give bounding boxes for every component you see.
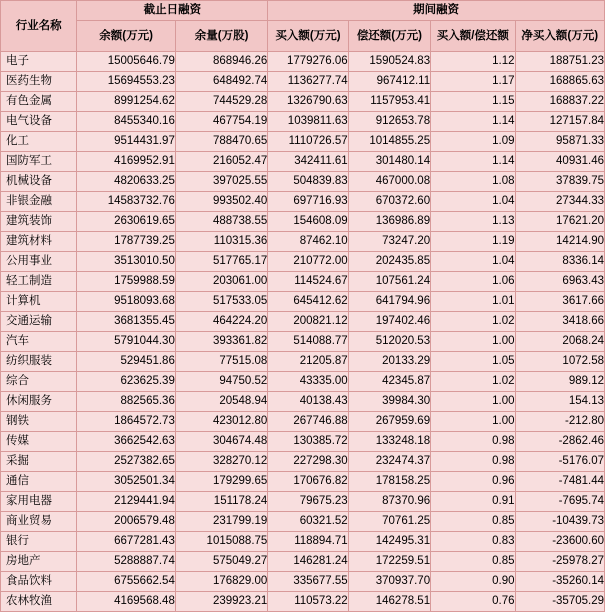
table-cell: 1.12 xyxy=(431,52,515,72)
table-cell: -25978.27 xyxy=(515,552,604,572)
table-cell: 0.96 xyxy=(431,472,515,492)
table-row xyxy=(1,392,605,412)
table-cell: 4169952.91 xyxy=(77,152,175,172)
table-cell: 342411.61 xyxy=(268,152,348,172)
industry-name-cell: 化工 xyxy=(1,132,77,152)
table-cell: 8336.14 xyxy=(515,252,604,272)
table-cell: 142495.31 xyxy=(348,532,430,552)
table-cell: 267746.88 xyxy=(268,412,348,432)
column-header-net-buy: 净买入额(万元) xyxy=(515,21,604,52)
table-cell: 60321.52 xyxy=(268,512,348,532)
table-cell: 1.04 xyxy=(431,252,515,272)
table-cell: 39984.30 xyxy=(348,392,430,412)
table-cell: 130385.72 xyxy=(268,432,348,452)
table-cell: 512020.53 xyxy=(348,332,430,352)
table-cell: -7481.44 xyxy=(515,472,604,492)
table-cell: 2006579.48 xyxy=(77,512,175,532)
industry-name-cell: 轻工制造 xyxy=(1,272,77,292)
table-cell: 172259.51 xyxy=(348,552,430,572)
table-cell: 1014855.25 xyxy=(348,132,430,152)
industry-name-cell: 有色金属 xyxy=(1,92,77,112)
table-cell: 14214.90 xyxy=(515,232,604,252)
table-row xyxy=(1,232,605,252)
table-cell: 0.98 xyxy=(431,452,515,472)
table-row xyxy=(1,92,605,112)
table-cell: 94750.52 xyxy=(175,372,267,392)
table-cell: 3617.66 xyxy=(515,292,604,312)
table-cell: 73247.20 xyxy=(348,232,430,252)
table-cell: 1779276.06 xyxy=(268,52,348,72)
column-header-buy-repay-ratio: 买入额/偿还额 xyxy=(431,21,515,52)
table-cell: 107561.24 xyxy=(348,272,430,292)
industry-name-cell: 建筑装饰 xyxy=(1,212,77,232)
table-cell: 6755662.54 xyxy=(77,572,175,592)
industry-name-cell: 电气设备 xyxy=(1,112,77,132)
table-cell: 2630619.65 xyxy=(77,212,175,232)
table-cell: 9514431.97 xyxy=(77,132,175,152)
table-cell: -35705.29 xyxy=(515,592,604,612)
table-cell: 114524.67 xyxy=(268,272,348,292)
table-cell: 3662542.63 xyxy=(77,432,175,452)
industry-name-cell: 商业贸易 xyxy=(1,512,77,532)
table-row xyxy=(1,212,605,232)
table-cell: 197402.46 xyxy=(348,312,430,332)
table-cell: 1.14 xyxy=(431,112,515,132)
table-cell: 2129441.94 xyxy=(77,492,175,512)
table-cell: 464224.20 xyxy=(175,312,267,332)
table-row xyxy=(1,192,605,212)
group-header-closing-financing: 截止日融资 xyxy=(77,1,268,21)
table-cell: -212.80 xyxy=(515,412,604,432)
table-cell: 0.91 xyxy=(431,492,515,512)
table-cell: 3052501.34 xyxy=(77,472,175,492)
table-row xyxy=(1,292,605,312)
table-row xyxy=(1,72,605,92)
table-cell: 1.01 xyxy=(431,292,515,312)
column-header-buy-amount: 买入额(万元) xyxy=(268,21,348,52)
table-cell: 393361.82 xyxy=(175,332,267,352)
table-cell: 87370.96 xyxy=(348,492,430,512)
table-cell: 188751.23 xyxy=(515,52,604,72)
table-cell: 788470.65 xyxy=(175,132,267,152)
table-cell: 641794.96 xyxy=(348,292,430,312)
table-cell: 136986.89 xyxy=(348,212,430,232)
table-cell: 0.85 xyxy=(431,552,515,572)
table-cell: 467000.08 xyxy=(348,172,430,192)
table-cell: 110573.22 xyxy=(268,592,348,612)
table-cell: 1.13 xyxy=(431,212,515,232)
table-cell: 1787739.25 xyxy=(77,232,175,252)
table-cell: 5791044.30 xyxy=(77,332,175,352)
table-cell: 648492.74 xyxy=(175,72,267,92)
group-header-row xyxy=(1,1,605,21)
table-cell: 168837.22 xyxy=(515,92,604,112)
table-row xyxy=(1,132,605,152)
table-cell: 40931.46 xyxy=(515,152,604,172)
table-cell: 267959.69 xyxy=(348,412,430,432)
table-cell: 1.02 xyxy=(431,312,515,332)
table-cell: 488738.55 xyxy=(175,212,267,232)
table-cell: 1.19 xyxy=(431,232,515,252)
table-cell: 575049.27 xyxy=(175,552,267,572)
table-cell: 17621.20 xyxy=(515,212,604,232)
table-cell: 20548.94 xyxy=(175,392,267,412)
table-cell: 1039811.63 xyxy=(268,112,348,132)
table-cell: 882565.36 xyxy=(77,392,175,412)
table-row xyxy=(1,172,605,192)
table-header xyxy=(1,1,605,52)
table-cell: 133248.18 xyxy=(348,432,430,452)
table-cell: 1015088.75 xyxy=(175,532,267,552)
table-cell: 1.15 xyxy=(431,92,515,112)
table-cell: 1.06 xyxy=(431,272,515,292)
table-row xyxy=(1,552,605,572)
table-cell: 146281.24 xyxy=(268,552,348,572)
table-cell: 216052.47 xyxy=(175,152,267,172)
table-cell: 967412.11 xyxy=(348,72,430,92)
industry-name-cell: 综合 xyxy=(1,372,77,392)
industry-name-cell: 机械设备 xyxy=(1,172,77,192)
table-row xyxy=(1,372,605,392)
industry-name-cell: 医药生物 xyxy=(1,72,77,92)
table-cell: 1136277.74 xyxy=(268,72,348,92)
table-row xyxy=(1,52,605,72)
industry-name-cell: 非银金融 xyxy=(1,192,77,212)
group-header-period-financing: 期间融资 xyxy=(268,1,605,21)
table-cell: 1.17 xyxy=(431,72,515,92)
table-cell: 0.90 xyxy=(431,572,515,592)
column-header-repay-amount: 偿还额(万元) xyxy=(348,21,430,52)
industry-name-cell: 纺织服装 xyxy=(1,352,77,372)
table-cell: 118894.71 xyxy=(268,532,348,552)
table-cell: 110315.36 xyxy=(175,232,267,252)
table-cell: 1110726.57 xyxy=(268,132,348,152)
industry-name-cell: 交通运输 xyxy=(1,312,77,332)
table-cell: 77515.08 xyxy=(175,352,267,372)
table-cell: 79675.23 xyxy=(268,492,348,512)
table-cell: 154.13 xyxy=(515,392,604,412)
industry-name-cell: 农林牧渔 xyxy=(1,592,77,612)
industry-name-cell: 电子 xyxy=(1,52,77,72)
table-cell: 127157.84 xyxy=(515,112,604,132)
industry-name-cell: 传媒 xyxy=(1,432,77,452)
table-row xyxy=(1,512,605,532)
table-cell: 179299.65 xyxy=(175,472,267,492)
table-cell: 1072.58 xyxy=(515,352,604,372)
table-cell: 1.00 xyxy=(431,332,515,352)
table-cell: 514088.77 xyxy=(268,332,348,352)
table-cell: 1864572.73 xyxy=(77,412,175,432)
table-cell: 0.98 xyxy=(431,432,515,452)
table-cell: 4169568.48 xyxy=(77,592,175,612)
table-row xyxy=(1,492,605,512)
industry-name-cell: 建筑材料 xyxy=(1,232,77,252)
table-cell: 423012.80 xyxy=(175,412,267,432)
table-row xyxy=(1,452,605,472)
industry-name-cell: 银行 xyxy=(1,532,77,552)
table-row xyxy=(1,572,605,592)
table-row xyxy=(1,332,605,352)
industry-name-cell: 采掘 xyxy=(1,452,77,472)
table-cell: 21205.87 xyxy=(268,352,348,372)
table-cell: 170676.82 xyxy=(268,472,348,492)
table-cell: 993502.40 xyxy=(175,192,267,212)
table-cell: 744529.28 xyxy=(175,92,267,112)
table-cell: 87462.10 xyxy=(268,232,348,252)
table-cell: 1.09 xyxy=(431,132,515,152)
table-row xyxy=(1,432,605,452)
table-cell: 1759988.59 xyxy=(77,272,175,292)
table-row xyxy=(1,472,605,492)
table-cell: 0.83 xyxy=(431,532,515,552)
table-cell: 15005646.79 xyxy=(77,52,175,72)
table-cell: 304674.48 xyxy=(175,432,267,452)
table-cell: 2068.24 xyxy=(515,332,604,352)
table-cell: 1157953.41 xyxy=(348,92,430,112)
column-header-industry: 行业名称 xyxy=(1,1,77,52)
table-cell: 1.00 xyxy=(431,412,515,432)
table-cell: 1590524.83 xyxy=(348,52,430,72)
industry-name-cell: 国防军工 xyxy=(1,152,77,172)
table-cell: 9518093.68 xyxy=(77,292,175,312)
table-cell: 4820633.25 xyxy=(77,172,175,192)
column-header-balance: 余额(万元) xyxy=(77,21,175,52)
table-cell: 328270.12 xyxy=(175,452,267,472)
table-cell: 2527382.65 xyxy=(77,452,175,472)
industry-name-cell: 计算机 xyxy=(1,292,77,312)
industry-name-cell: 休闲服务 xyxy=(1,392,77,412)
table-cell: 0.76 xyxy=(431,592,515,612)
table-cell: 42345.87 xyxy=(348,372,430,392)
table-cell: 239923.21 xyxy=(175,592,267,612)
table-cell: 178158.25 xyxy=(348,472,430,492)
table-cell: 3513010.50 xyxy=(77,252,175,272)
table-cell: 0.85 xyxy=(431,512,515,532)
table-cell: 3681355.45 xyxy=(77,312,175,332)
table-cell: 504839.83 xyxy=(268,172,348,192)
table-cell: 1.05 xyxy=(431,352,515,372)
table-row xyxy=(1,312,605,332)
table-cell: 8991254.62 xyxy=(77,92,175,112)
industry-name-cell: 通信 xyxy=(1,472,77,492)
table-cell: 8455340.16 xyxy=(77,112,175,132)
table-cell: 70761.25 xyxy=(348,512,430,532)
table-cell: 151178.24 xyxy=(175,492,267,512)
table-cell: 529451.86 xyxy=(77,352,175,372)
table-cell: 27344.33 xyxy=(515,192,604,212)
table-cell: 6677281.43 xyxy=(77,532,175,552)
table-row xyxy=(1,252,605,272)
table-cell: 6963.43 xyxy=(515,272,604,292)
table-row xyxy=(1,112,605,132)
table-row xyxy=(1,152,605,172)
table-row xyxy=(1,352,605,372)
table-cell: 37839.75 xyxy=(515,172,604,192)
table-cell: 95871.33 xyxy=(515,132,604,152)
table-cell: 176829.00 xyxy=(175,572,267,592)
table-cell: 301480.14 xyxy=(348,152,430,172)
table-cell: 231799.19 xyxy=(175,512,267,532)
column-header-shares: 余量(万股) xyxy=(175,21,267,52)
table-cell: -10439.73 xyxy=(515,512,604,532)
industry-name-cell: 房地产 xyxy=(1,552,77,572)
table-cell: -2862.46 xyxy=(515,432,604,452)
table-cell: 202435.85 xyxy=(348,252,430,272)
table-cell: 1326790.63 xyxy=(268,92,348,112)
table-body xyxy=(1,52,605,612)
industry-name-cell: 公用事业 xyxy=(1,252,77,272)
table-cell: 200821.12 xyxy=(268,312,348,332)
table-cell: -23600.60 xyxy=(515,532,604,552)
table-cell: 15694553.23 xyxy=(77,72,175,92)
table-cell: 517765.17 xyxy=(175,252,267,272)
table-row xyxy=(1,272,605,292)
table-cell: 467754.19 xyxy=(175,112,267,132)
industry-name-cell: 家用电器 xyxy=(1,492,77,512)
table-cell: 868946.26 xyxy=(175,52,267,72)
table-row xyxy=(1,412,605,432)
table-cell: 154608.09 xyxy=(268,212,348,232)
table-cell: 1.02 xyxy=(431,372,515,392)
table-cell: -7695.74 xyxy=(515,492,604,512)
table-cell: 3418.66 xyxy=(515,312,604,332)
table-cell: -35260.14 xyxy=(515,572,604,592)
table-cell: 623625.39 xyxy=(77,372,175,392)
table-cell: 203061.00 xyxy=(175,272,267,292)
table-cell: 40138.43 xyxy=(268,392,348,412)
table-cell: 397025.55 xyxy=(175,172,267,192)
table-cell: 227298.30 xyxy=(268,452,348,472)
table-cell: 370937.70 xyxy=(348,572,430,592)
table-cell: 210772.00 xyxy=(268,252,348,272)
table-cell: 989.12 xyxy=(515,372,604,392)
table-cell: 14583732.76 xyxy=(77,192,175,212)
industry-name-cell: 食品饮料 xyxy=(1,572,77,592)
industry-name-cell: 钢铁 xyxy=(1,412,77,432)
table-cell: 20133.29 xyxy=(348,352,430,372)
table-cell: 1.04 xyxy=(431,192,515,212)
table-cell: 912653.78 xyxy=(348,112,430,132)
table-cell: 697716.93 xyxy=(268,192,348,212)
table-cell: 168865.63 xyxy=(515,72,604,92)
table-row xyxy=(1,532,605,552)
table-cell: 517533.05 xyxy=(175,292,267,312)
table-cell: 232474.37 xyxy=(348,452,430,472)
table-cell: 1.00 xyxy=(431,392,515,412)
industry-name-cell: 汽车 xyxy=(1,332,77,352)
table-cell: 645412.62 xyxy=(268,292,348,312)
table-cell: 1.14 xyxy=(431,152,515,172)
table-cell: 335677.55 xyxy=(268,572,348,592)
sub-header-row xyxy=(1,21,605,52)
table-cell: 1.08 xyxy=(431,172,515,192)
table-cell: 43335.00 xyxy=(268,372,348,392)
table-row xyxy=(1,592,605,612)
table-cell: 5288887.74 xyxy=(77,552,175,572)
table-cell: 670372.60 xyxy=(348,192,430,212)
table-cell: -5176.07 xyxy=(515,452,604,472)
table-cell: 146278.51 xyxy=(348,592,430,612)
